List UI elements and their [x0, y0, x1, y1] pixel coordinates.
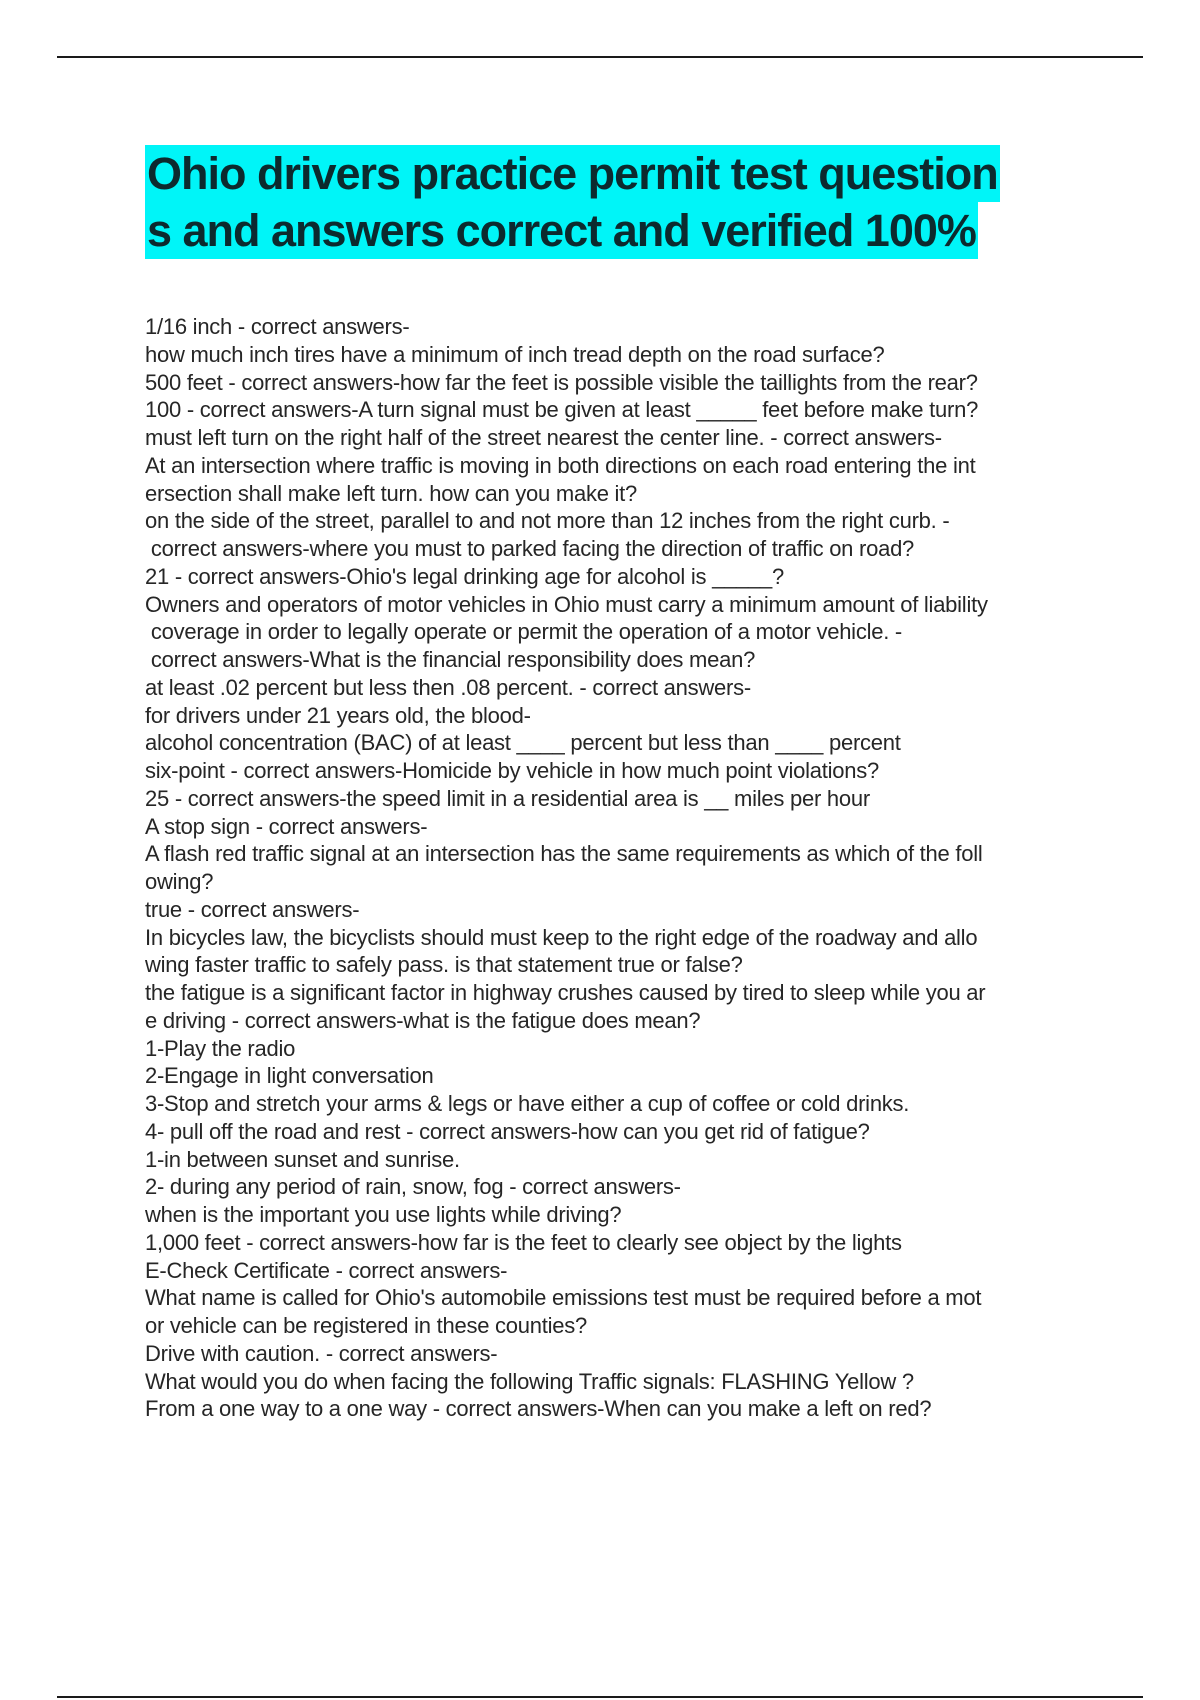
text-line: In bicycles law, the bicyclists should must keep to the right edge of the roadway and allo [145, 924, 978, 950]
text-line: From a one way to a one way - correct answers-When can you make a left on red? [145, 1396, 932, 1422]
text-line: 1-Play the radio [145, 1035, 296, 1061]
text-line: E-Check Certificate - correct answers- [145, 1257, 508, 1283]
top-divider [57, 56, 1143, 58]
text-line: A stop sign - correct answers- [145, 813, 428, 839]
text-line: correct answers-What is the financial responsibility does mean? [145, 647, 756, 672]
text-line: 500 feet - correct answers-how far the feet is possible visible the taillights from the rear? [145, 369, 978, 395]
text-line: 1,000 feet - correct answers-how far is the feet to clearly see object by the lights [145, 1229, 902, 1255]
document-body [145, 313, 1095, 1423]
bottom-divider [57, 1696, 1143, 1698]
text-line: 2- during any period of rain, snow, fog - correct answers- [145, 1174, 681, 1200]
title-line-2: s and answers correct and verified 100% [145, 202, 978, 259]
text-line: At an intersection where traffic is moving in both directions on each road entering the int [145, 452, 976, 478]
text-line: how much inch tires have a minimum of inch tread depth on the road surface? [145, 341, 885, 367]
text-line: must left turn on the right half of the street nearest the center line. - correct answers- [145, 425, 942, 450]
text-line: e driving - correct answers-what is the fatigue does mean? [145, 1007, 701, 1033]
text-line: 25 - correct answers-the speed limit in a residential area is __ miles per hour [145, 785, 870, 811]
text-line: alcohol concentration (BAC) of at least ____ percent but less than ____ percent [145, 730, 901, 756]
text-line: Owners and operators of motor vehicles in Ohio must carry a minimum amount of liability [145, 591, 988, 617]
text-line: or vehicle can be registered in these counties? [145, 1313, 587, 1338]
text-line: What would you do when facing the following Traffic signals: FLASHING Yellow ? [145, 1368, 914, 1394]
text-line: the fatigue is a significant factor in highway crushes caused by tired to sleep while you ar [145, 980, 986, 1005]
text-line: A flash red traffic signal at an intersection has the same requirements as which of the foll [145, 841, 983, 867]
text-line: Drive with caution. - correct answers- [145, 1340, 498, 1366]
text-line: coverage in order to legally operate or permit the operation of a motor vehicle. - [145, 619, 902, 645]
title-line-1: Ohio drivers practice permit test question [145, 145, 1000, 202]
text-line: ersection shall make left turn. how can you make it? [145, 480, 638, 506]
text-line: 3-Stop and stretch your arms & legs or have either a cup of coffee or cold drinks. [145, 1091, 910, 1116]
text-line: correct answers-where you must to parked facing the direction of traffic on road? [145, 536, 915, 561]
text-line: 2-Engage in light conversation [145, 1063, 434, 1089]
text-line: 21 - correct answers-Ohio's legal drinking age for alcohol is _____? [145, 563, 784, 589]
text-line: true - correct answers- [145, 896, 360, 922]
text-line: wing faster traffic to safely pass. is that statement true or false? [145, 952, 743, 978]
text-line: 1-in between sunset and sunrise. [145, 1146, 460, 1172]
text-line: for drivers under 21 years old, the blood- [145, 702, 531, 728]
document-title [145, 145, 1075, 259]
text-line: when is the important you use lights while driving? [145, 1202, 622, 1227]
text-line: six-point - correct answers-Homicide by vehicle in how much point violations? [145, 758, 879, 783]
text-line: owing? [145, 869, 214, 894]
text-line: What name is called for Ohio's automobile emissions test must be required before a mot [145, 1285, 982, 1311]
text-line: 4- pull off the road and rest - correct answers-how can you get rid of fatigue? [145, 1118, 870, 1144]
text-line: on the side of the street, parallel to and not more than 12 inches from the right curb. - [145, 508, 950, 534]
text-line: 100 - correct answers-A turn signal must be given at least _____ feet before make turn? [145, 397, 979, 423]
text-line: at least .02 percent but less then .08 percent. - correct answers- [145, 674, 751, 700]
text-line: 1/16 inch - correct answers- [145, 314, 410, 339]
